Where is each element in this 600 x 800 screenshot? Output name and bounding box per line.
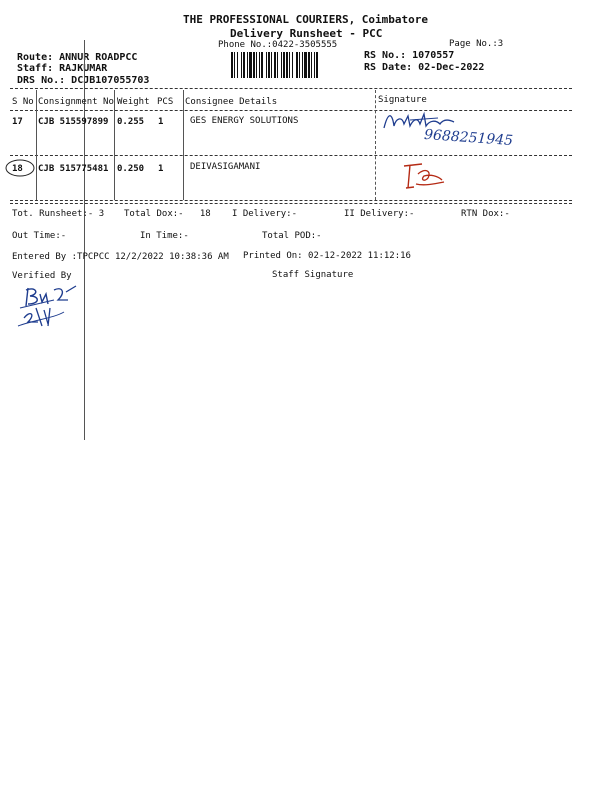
out-time: Out Time:- — [12, 231, 67, 241]
row-consignment: CJB 515597899 — [38, 117, 109, 127]
separator-line — [10, 155, 572, 156]
row-weight: 0.250 — [117, 164, 145, 174]
total-runsheet: Tot. Runsheet:- 3 — [12, 209, 105, 219]
separator-line — [10, 203, 572, 204]
column-header-signature: Signature — [378, 95, 427, 105]
staff-signature-label: Staff Signature — [272, 270, 354, 280]
row-consignee: DEIVASIGAMANI — [190, 162, 261, 172]
row-pcs: 1 — [158, 117, 164, 127]
ii-delivery: II Delivery:- — [344, 209, 415, 219]
separator-line — [10, 88, 572, 89]
column-divider — [114, 90, 115, 200]
barcode-graphic — [231, 52, 353, 78]
column-header-consignment: Consignment No — [38, 97, 114, 107]
rs-number: RS No.: 1070557 — [364, 50, 455, 61]
document-title: Delivery Runsheet - PCC — [230, 27, 383, 40]
verifier-signature-scribble — [14, 282, 88, 332]
verified-by-label: Verified By — [12, 271, 72, 281]
row-weight: 0.255 — [117, 117, 145, 127]
company-name: THE PROFESSIONAL COURIERS, Coimbatore — [183, 13, 429, 26]
column-header-weight: Weight — [117, 97, 150, 107]
row-pcs: 1 — [158, 164, 164, 174]
column-header-consignee: Consignee Details — [185, 97, 278, 107]
separator-line — [10, 110, 572, 111]
phone-number: Phone No.:0422-3505555 — [218, 40, 338, 50]
entered-by: Entered By :TPCPCC 12/2/2022 10:38:36 AM — [12, 252, 229, 262]
column-divider — [183, 90, 184, 200]
rtn-dox: RTN Dox:- — [461, 209, 510, 219]
column-divider — [375, 90, 376, 200]
row-consignment: CJB 515775481 — [38, 164, 109, 174]
handwritten-phone-number: 9688251945 — [423, 126, 514, 150]
total-dox: Total Dox:- 18 — [124, 209, 211, 219]
row-sno: 18 — [12, 164, 23, 174]
separator-line — [10, 200, 572, 201]
page-number: Page No.:3 — [449, 39, 504, 49]
printed-on: Printed On: 02-12-2022 11:12:16 — [243, 251, 411, 261]
row-consignee: GES ENERGY SOLUTIONS — [190, 116, 299, 126]
route-label: Route: ANNUR ROADPCC — [17, 52, 138, 63]
in-time: In Time:- — [140, 231, 189, 241]
column-divider — [36, 90, 37, 200]
column-header-sno: S No — [12, 97, 34, 107]
drs-number: DRS No.: DCJB107055703 — [17, 75, 150, 86]
total-pod: Total POD:- — [262, 231, 322, 241]
rs-date: RS Date: 02-Dec-2022 — [364, 62, 485, 73]
row-sno: 17 — [12, 117, 23, 127]
column-header-pcs: PCS — [157, 97, 174, 107]
i-delivery: I Delivery:- — [232, 209, 298, 219]
recipient-signature-scribble — [398, 160, 448, 194]
staff-label: Staff: RAJKUMAR — [17, 63, 108, 74]
